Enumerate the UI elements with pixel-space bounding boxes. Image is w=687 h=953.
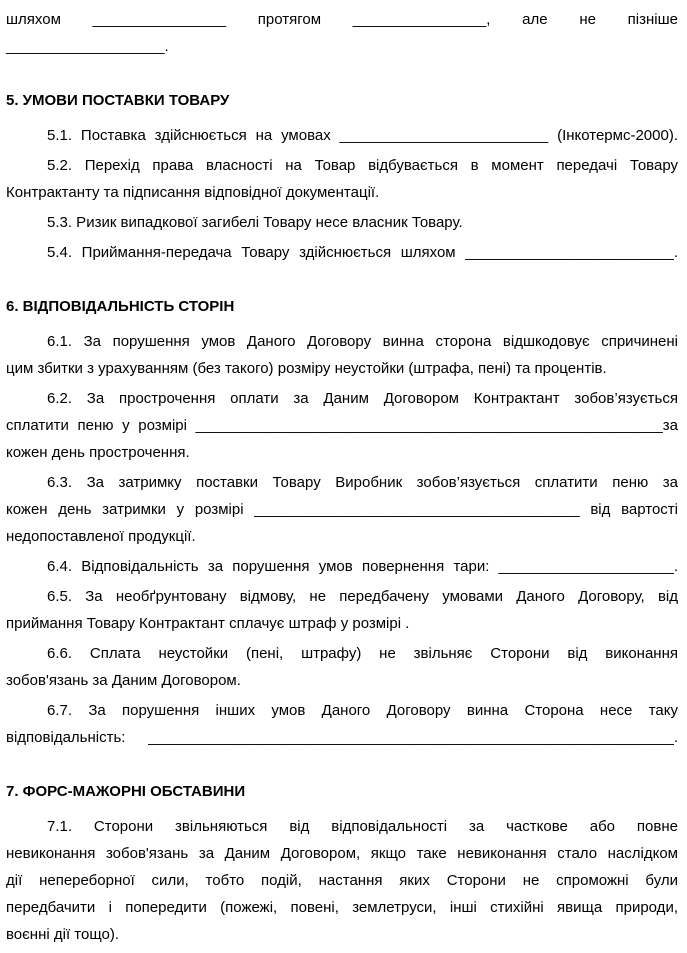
- clause-6-2: [6, 385, 678, 466]
- text-line: невиконання зобов'язань за Даним Договором, якщо таке невиконання стало наслідком: [6, 845, 678, 862]
- clause-5-2: [6, 152, 678, 206]
- section-7-heading: 7. ФОРС-МАЖОРНІ ОБСТАВИНИ: [6, 783, 246, 800]
- text-line: відповідальність: _______________________________________________________________.: [6, 729, 678, 746]
- clause-6-3: [6, 469, 678, 550]
- clause-5-3: [6, 209, 678, 236]
- section-5-heading: 5. УМОВИ ПОСТАВКИ ТОВАРУ: [6, 92, 230, 109]
- text-line: передбачити і попередити (пожежі, повені, землетруси, інші стихійні явища природи,: [6, 899, 678, 916]
- text-line: 5.1. Поставка здійснюється на умовах _________________________ (Інкотермс-2000).: [47, 127, 678, 144]
- text-line: кожен день прострочення.: [6, 444, 190, 461]
- text-line: 6.1. За порушення умов Даного Договору винна сторона відшкодовує спричинені: [47, 333, 678, 350]
- clause-6-5: [6, 583, 678, 637]
- text-line: 6.4. Відповідальність за порушення умов повернення тари: _____________________.: [47, 558, 678, 575]
- clause-6-4: [6, 553, 678, 580]
- text-line: недопоставленої продукції.: [6, 528, 196, 545]
- section-6-heading: 6. ВІДПОВІДАЛЬНІСТЬ СТОРІН: [6, 298, 235, 315]
- intro-continuation: [6, 6, 678, 60]
- text-line: цим збитки з урахуванням (без такого) розміру неустойки (штрафа, пені) та процентів.: [6, 360, 607, 377]
- text-line: Контрактанту та підписання відповідної документації.: [6, 184, 380, 201]
- text-line: дії непереборної сили, тобто подій, настання яких Сторони не спроможні були: [6, 872, 678, 889]
- text-line: 6.5. За необґрунтовану відмову, не передбачену умовами Даного Договору, від: [47, 588, 678, 605]
- text-line: 5.2. Перехід права власності на Товар відбувається в момент передачі Товару: [47, 157, 678, 174]
- clause-5-4: [6, 239, 678, 266]
- text-line: 6.7. За порушення інших умов Даного Договору винна Сторона несе таку: [47, 702, 678, 719]
- text-line: 5.4. Приймання-передача Товару здійснюється шляхом _________________________.: [47, 244, 678, 261]
- text-line: 5.3. Ризик випадкової загибелі Товару несе власник Товару.: [47, 214, 463, 231]
- text-line: 6.2. За прострочення оплати за Даним Договором Контрактант зобов’язується: [47, 390, 678, 407]
- clause-6-6: [6, 640, 678, 694]
- text-line: сплатити пеню у розмірі ________________________________________________________за: [6, 417, 678, 434]
- text-line: кожен день затримки у розмірі _______________________________________ від вартості: [6, 501, 678, 518]
- text-line: 7.1. Сторони звільняються від відповідальності за часткове або повне: [47, 818, 678, 835]
- text-line: 6.6. Сплата неустойки (пені, штрафу) не звільняє Сторони від виконання: [47, 645, 678, 662]
- clause-7-1: [6, 813, 678, 948]
- text-line: воєнні дії тощо).: [6, 926, 120, 943]
- clause-5-1: [6, 122, 678, 149]
- text-line: 6.3. За затримку поставки Товару Виробник зобов’язується сплатити пеню за: [47, 474, 678, 491]
- text-line: ___________________.: [6, 38, 169, 55]
- text-line: приймання Товару Контрактант сплачує штраф у розмірі .: [6, 615, 410, 632]
- text-line: шляхом ________________ протягом ________________, але не пізніше: [6, 11, 678, 28]
- clause-6-7: [6, 697, 678, 751]
- contract-body: [6, 6, 678, 948]
- clause-6-1: [6, 328, 678, 382]
- text-line: зобов'язань за Даним Договором.: [6, 672, 241, 689]
